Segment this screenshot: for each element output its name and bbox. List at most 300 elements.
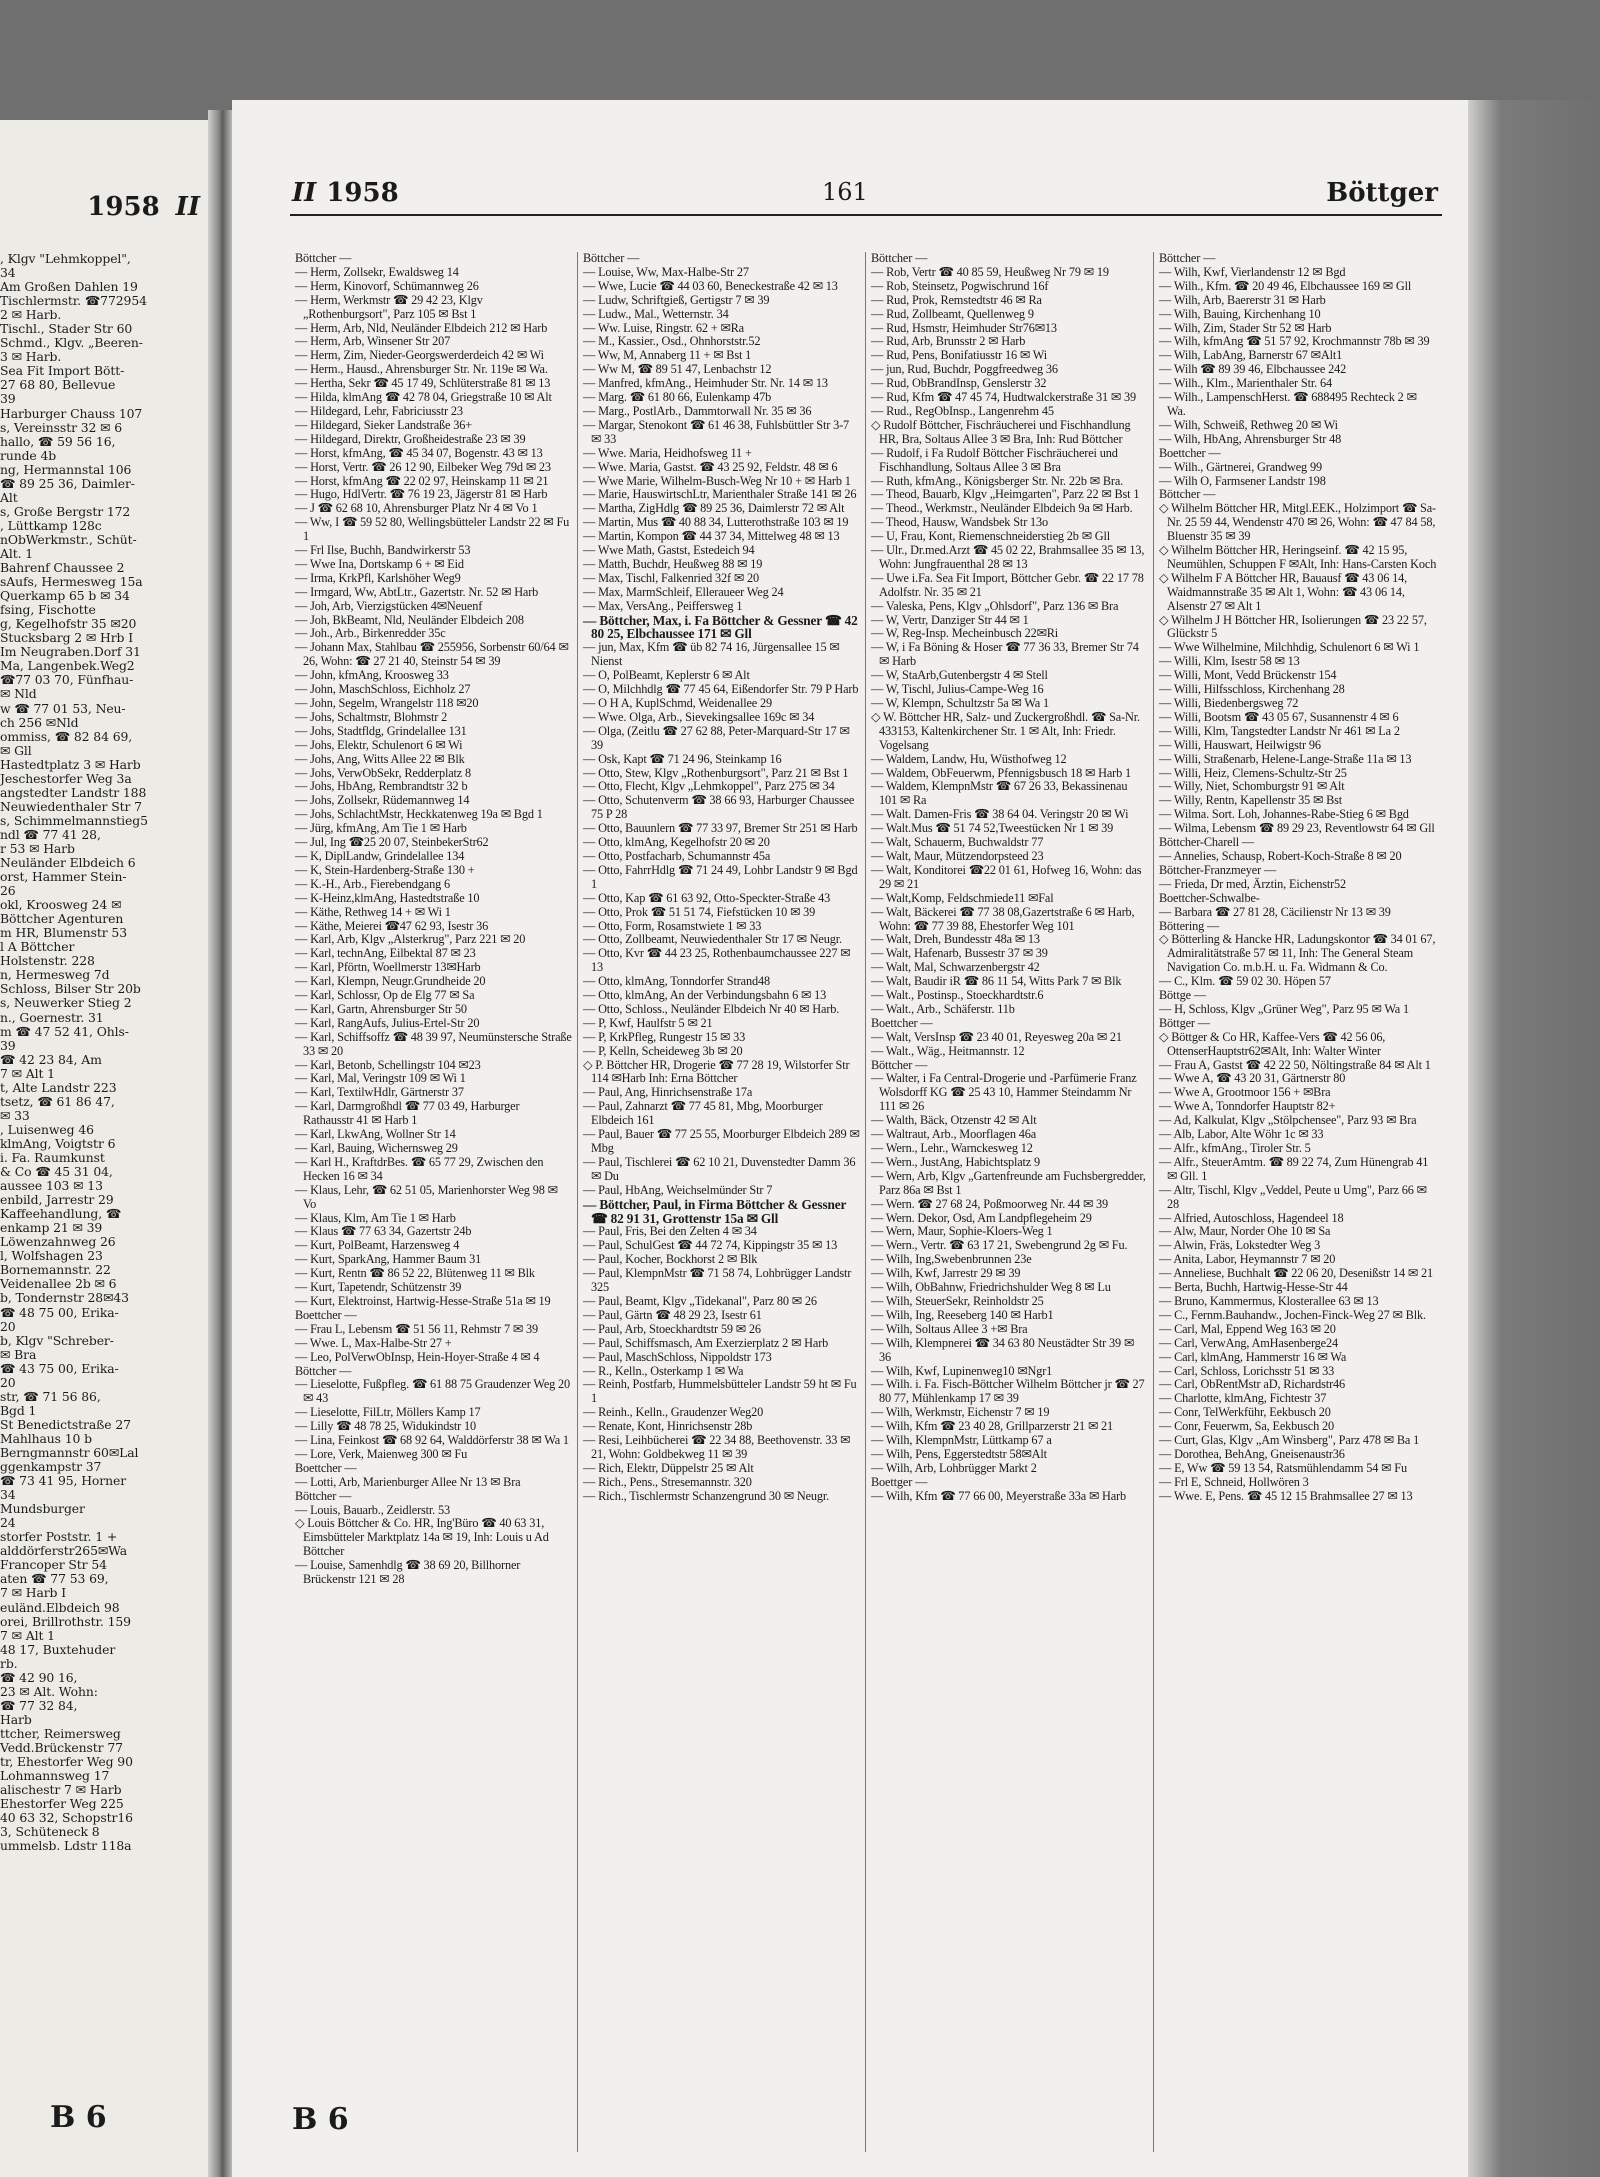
- directory-entry: — Rich., Pens., Stresemannstr. 320: [583, 1474, 752, 1489]
- left-page-line: w ☎ 77 01 53, Neu-: [0, 700, 126, 716]
- directory-entry: — Rud, Hsmstr, Heimhuder Str76✉13: [871, 320, 1057, 335]
- directory-entry: — Marie, HauswirtschLtr, Marienthaler Straße 141 ✉ 26: [583, 487, 857, 502]
- left-page-line: runde 4b: [0, 447, 57, 463]
- surname-heading: Böttcher-Franzmeyer —: [1159, 862, 1277, 877]
- directory-entry: — Wilh., Kfm. ☎ 20 49 46, Elbchaussee 169 ✉ Gll: [1159, 278, 1412, 293]
- directory-entry: — Paul, MaschSchloss, Nippoldstr 173: [583, 1349, 772, 1364]
- directory-entry: — Conr, Feuerwm, Sa, Eekbusch 20: [1159, 1419, 1335, 1434]
- left-page-line: sAufs, Hermesweg 15a: [0, 574, 143, 590]
- left-page-line: Böttcher Agenturen: [0, 911, 124, 927]
- directory-entry: — Wilh, Pens, Eggerstedtstr 58✉Alt: [871, 1446, 1047, 1461]
- directory-entry: — Willi, Klm, Isestr 58 ✉ 13: [1159, 654, 1300, 669]
- left-page-line: ☎ 42 90 16,: [0, 1669, 78, 1685]
- left-page-line: Mahlhaus 10 b: [0, 1430, 92, 1446]
- directory-entry: — Hildegard, Lehr, Fabriciusstr 23: [295, 403, 463, 418]
- directory-entry: — Wern. Dekor, Osd, Am Landpflegeheim 29: [871, 1210, 1092, 1225]
- left-page-part: II: [175, 192, 200, 222]
- directory-entry: — Matth, Buchdr, Heußweg 88 ✉ 19: [583, 556, 763, 571]
- directory-entry: — Ww. Luise, Ringstr. 62 + ✉Ra: [583, 320, 744, 335]
- directory-entry: — Willi, Biedenbergsweg 72: [1159, 696, 1299, 710]
- left-page-line: g, Kegelhofstr 35 ✉20: [0, 616, 137, 632]
- directory-entry: — John, kfmAng, Kroosweg 33: [295, 668, 449, 683]
- directory-entry: — W, Klempn, Schultzstr 5a ✉ Wa 1: [871, 696, 1049, 710]
- directory-entry: — Theod, Bauarb, Klgv „Heimgarten", Parz 22 ✉ Bst 1: [871, 487, 1140, 502]
- directory-entry: — Otto, Bauunlern ☎ 77 33 97, Bremer Str 251 ✉ Harb: [583, 821, 858, 836]
- directory-entry: — Paul, Ang, Hinrichsenstraße 17a: [583, 1085, 753, 1100]
- directory-entry: — K, Stein-Hardenberg-Straße 130 +: [295, 862, 475, 877]
- directory-entry: — Wwe. L, Max-Halbe-Str 27 +: [295, 1335, 452, 1350]
- directory-entry: — Alfr., SteuerAmtm. ☎ 89 22 74, Zum Hünengrab 41 ✉ Gll. 1: [1159, 1154, 1429, 1183]
- left-page-line: tr, Ehestorfer Weg 90: [0, 1754, 133, 1770]
- left-page-line: rb.: [0, 1655, 18, 1671]
- directory-entry: — Wwe Wilhelmine, Milchhdig, Schulenort 6 ✉ Wi 1: [1159, 640, 1420, 655]
- directory-entry: — Kurt, PolBeamt, Harzensweg 4: [295, 1238, 460, 1253]
- left-page-line: n., Goernestr. 31: [0, 1009, 104, 1025]
- column-3: [866, 252, 1154, 2152]
- left-page-line: ✉ Nld: [0, 686, 37, 702]
- directory-entry: — Margar, Stenokont ☎ 61 46 38, Fuhlsbüttler Str 3-7 ✉ 33: [583, 417, 850, 446]
- directory-entry: — Louise, Ww, Max-Halbe-Str 27: [583, 264, 749, 279]
- directory-entry: — Wilh. i. Fa. Fisch-Böttcher Wilhelm Böttcher jr ☎ 27 80 77, Mühlenkamp 17 ✉ 39: [871, 1377, 1145, 1406]
- directory-entry: — Paul, Zahnarzt ☎ 77 45 81, Mbg, Moorburger Elbdeich 161: [583, 1099, 823, 1128]
- left-page-line: Harburger Chauss 107: [0, 405, 143, 421]
- directory-entry: — Böttcher, Max, i. Fa Böttcher & Gessner ☎ 42 80 25, Elbchaussee 171 ✉ Gll: [583, 612, 858, 642]
- left-page-column: [0, 252, 204, 2112]
- left-page-line: Bgd 1: [0, 1402, 37, 1418]
- directory-entry: — Frl Ilse, Buchh, Bandwirkerstr 53: [295, 543, 471, 558]
- surname-heading: Böttcher-Charell —: [1159, 835, 1255, 850]
- left-page-line: Hastedtplatz 3 ✉ Harb: [0, 756, 141, 772]
- directory-entry: — Otto, Stew, Klgv „Rothenburgsort", Parz 21 ✉ Bst 1: [583, 765, 849, 780]
- left-page-line: ng, Hermannstal 106: [0, 461, 132, 477]
- directory-entry: — Olga, (Zeitlu ☎ 27 62 88, Peter-Marquard-Str 17 ✉ 39: [583, 723, 850, 752]
- left-page-line: 39: [0, 391, 16, 407]
- directory-entry: — Willi, Heiz, Clemens-Schultz-Str 25: [1159, 765, 1347, 780]
- directory-entry: — Walt, Hafenarb, Bussestr 37 ✉ 39: [871, 946, 1048, 961]
- directory-entry: — Waldem, ObFeuerwm, Pfennigsbusch 18 ✉ Harb 1: [871, 765, 1132, 780]
- left-page-line: l A Böttcher: [0, 939, 75, 955]
- directory-entry: — John, Segelm, Wrangelstr 118 ✉20: [295, 696, 479, 710]
- directory-entry: — J ☎ 62 68 10, Ahrensburger Platz Nr 4 ✉ Vo 1: [295, 501, 538, 516]
- directory-entry: — Karl, Pförtn, Woellmerstr 13✉Harb: [295, 960, 481, 975]
- left-page-line: Tischl., Stader Str 60: [0, 321, 133, 337]
- directory-entry: — O, PolBeamt, Keplerstr 6 ✉ Alt: [583, 668, 750, 683]
- directory-entry: — Johs, VerwObSekr, Redderplatz 8: [295, 765, 472, 780]
- directory-entry: — Willi, Mont, Vedd Brückenstr 154: [1159, 668, 1337, 683]
- directory-entry: — Ww M, ☎ 89 51 47, Lenbachstr 12: [583, 362, 772, 377]
- directory-entry: ◇ Wilhelm Böttcher HR, Heringseinf. ☎ 42 15 95, Neumühlen, Schuppen F ✉Alt, Inh: Hans-Carsten Koch: [1159, 543, 1437, 571]
- directory-entry: — Barbara ☎ 27 81 28, Cäcilienstr Nr 13 ✉ 39: [1159, 904, 1391, 919]
- directory-entry: — Paul, HbAng, Weichselmünder Str 7: [583, 1182, 773, 1197]
- directory-entry: — Reinh., Kelln., Graudenzer Weg20: [583, 1405, 764, 1420]
- left-page-line: angstedter Landstr 188: [0, 784, 147, 800]
- left-page-line: ch 256 ✉Nld: [0, 714, 79, 730]
- directory-entry: — Willy, Niet, Schomburgstr 91 ✉ Alt: [1159, 779, 1345, 794]
- directory-entry: — Wwe A, Tonndorfer Hauptstr 82+: [1159, 1099, 1336, 1114]
- left-page-line: ✉ 33: [0, 1107, 30, 1123]
- left-page-line: Harb: [0, 1711, 32, 1727]
- directory-entry: — Anneliese, Buchhalt ☎ 22 06 20, Desenißstr 14 ✉ 21: [1159, 1266, 1433, 1281]
- directory-entry: — Johs, Ang, Witts Allee 22 ✉ Blk: [295, 751, 465, 766]
- left-page-line: t, Alte Landstr 223: [0, 1079, 117, 1095]
- directory-entry: — K-Heinz,klmAng, Hastedtstraße 10: [295, 890, 480, 905]
- directory-entry: — Wilh, Zim, Stader Str 52 ✉ Harb: [1159, 320, 1332, 335]
- directory-entry: ◇ Bötterling & Hancke HR, Ladungskontor ☎ 34 01 67, Admiralitätstraße 57 ✉ 11, Inh: The General Steam Navigation Co. m.b.H. u. Fa. Widmann & Co.: [1159, 932, 1436, 975]
- surname-heading: Boettcher —: [871, 1015, 933, 1030]
- directory-entry: — Otto, klmAng, Kegelhofstr 20 ✉ 20: [583, 835, 770, 850]
- directory-entry: — Walt, Dreh, Bundesstr 48a ✉ 13: [871, 932, 1040, 947]
- directory-entry: — Willi, Klm, Tangstedter Landstr Nr 461 ✉ La 2: [1159, 723, 1400, 738]
- directory-entry: — Herm, Arb, Nld, Neuländer Elbdeich 212 ✉ Harb: [295, 320, 548, 335]
- directory-entry: ◇ W. Böttcher HR, Salz- und Zuckergroßhdl. ☎ Sa-Nr. 433153, Kaltenkirchener Str. 1 ✉ Alt, Inh: Friedr. Vogelsang: [871, 709, 1140, 752]
- page-year: 1958: [326, 178, 399, 208]
- left-page-line: 7 ✉ Alt 1: [0, 1627, 55, 1643]
- directory-entry: — Wwe A, ☎ 43 20 31, Gärtnerstr 80: [1159, 1071, 1346, 1086]
- directory-entry: — Max, VersAng., Peiffersweg 1: [583, 598, 743, 613]
- directory-entry: — Käthe, Rethweg 14 + ✉ Wi 1: [295, 904, 451, 919]
- surname-heading: Boettcher —: [295, 1307, 357, 1322]
- directory-entry: — Berta, Buchh, Hartwig-Hesse-Str 44: [1159, 1280, 1348, 1295]
- directory-entry: — Marg., PostlArb., Dammtorwall Nr. 35 ✉ 36: [583, 403, 812, 418]
- directory-entry: — Wilh, Bauing, Kirchenhang 10: [1159, 306, 1321, 321]
- left-page-line: 34: [0, 265, 16, 281]
- directory-entry: — Osk, Kapt ☎ 71 24 96, Steinkamp 16: [583, 751, 782, 766]
- directory-entry: — Herm, Kinovorf, Schümannweg 26: [295, 278, 479, 293]
- directory-entry: — Karl, Darmgroßhdl ☎ 77 03 49, Harburger Rathausstr 41 ✉ Harb 1: [295, 1099, 520, 1128]
- directory-entry: ◇ Wilhelm J H Böttcher HR, Isolierungen ☎ 23 22 57, Glückstr 5: [1159, 612, 1427, 641]
- directory-entry: — Rich, Elektr, Düppelstr 25 ✉ Alt: [583, 1460, 754, 1475]
- directory-entry: — Wilh., Klm., Marienthaler Str. 64: [1159, 376, 1332, 391]
- directory-entry: — Dorothea, BehAng, Gneisenaustr36: [1159, 1446, 1345, 1461]
- directory-entry: — Johs, SchlachtMstr, Heckkatenweg 19a ✉ Bgd 1: [295, 807, 543, 822]
- left-page-line: aten ☎ 77 53 69,: [0, 1571, 109, 1587]
- left-page-signature: B 6: [50, 2100, 107, 2135]
- left-page-line: Am Großen Dahlen 19: [0, 279, 138, 295]
- directory-entry: — Irmgard, Ww, AbtLtr., Gazertstr. Nr. 52 ✉ Harb: [295, 584, 539, 599]
- directory-entry: — Herm., Hausd., Ahrensburger Str. Nr. 119e ✉ Wa.: [295, 362, 548, 377]
- directory-entry: — Käthe, Meierei ☎47 62 93, Isestr 36: [295, 918, 489, 933]
- left-page-line: storfer Poststr. 1 +: [0, 1529, 118, 1545]
- surname-heading: Böttering —: [1159, 918, 1220, 933]
- left-page-line: ☎ 43 75 00, Erika-: [0, 1360, 119, 1376]
- directory-entry: — Marg. ☎ 61 80 66, Eulenkamp 47b: [583, 390, 772, 405]
- surname-heading: Böttger —: [1159, 1015, 1210, 1030]
- left-page-line: ✉ Bra: [0, 1346, 37, 1362]
- left-page-line: s, Vereinsstr 32 ✉ 6: [0, 419, 123, 435]
- directory-entry: — Walt,Komp, Feldschmiede11 ✉Fal: [871, 890, 1054, 905]
- directory-entry: — Ww, I ☎ 59 52 80, Wellingsbütteler Landstr 22 ✉ Fu 1: [295, 515, 570, 544]
- directory-entry: — Horst, kfmAng ☎ 22 02 97, Heinskamp 11 ✉ 21: [295, 473, 549, 488]
- directory-entry: — jun, Max, Kfm ☎ üb 82 74 16, Jürgensallee 15 ✉ Nienst: [583, 640, 840, 669]
- left-page-line: Sea Fit Import Bött-: [0, 363, 125, 379]
- directory-entry: — Theod., Werkmstr., Neuländer Elbdeich 9a ✉ Harb.: [871, 501, 1133, 516]
- directory-entry: — Martha, ZigHdlg ☎ 89 25 36, Daimlerstr 72 ✉ Alt: [583, 501, 845, 516]
- surname-heading: Böttcher —: [1159, 252, 1216, 265]
- directory-entry: — Wern., Lehr., Warnckesweg 12: [871, 1141, 1033, 1155]
- directory-entry: ◇ Wilhelm F A Böttcher HR, Bauausf ☎ 43 06 14, Waidmannstraße 35 ✉ Alt 1, Wohn: ☎ 43 06 14, Alsenstr 27 ✉ Alt 1: [1159, 570, 1408, 613]
- directory-entry: — Manfred, kfmAng., Heimhuder Str. Nr. 14 ✉ 13: [583, 376, 828, 391]
- directory-entry: — Karl, Schlossr, Op de Elg 77 ✉ Sa: [295, 988, 475, 1003]
- directory-entry: — Kurt, Elektroinst, Hartwig-Hesse-Straße 51a ✉ 19: [295, 1293, 551, 1308]
- left-page-line: 20: [0, 1318, 16, 1334]
- left-page-line: Ehestorfer Weg 225: [0, 1796, 124, 1812]
- left-page-line: Schloss, Bilser Str 20b: [0, 981, 141, 997]
- directory-entry: — Otto, Postfacharb, Schumannstr 45a: [583, 848, 771, 863]
- directory-entry: — C., Klm. ☎ 59 02 30. Höpen 57: [1159, 974, 1331, 989]
- directory-entry: — Wilh, SteuerSekr, Reinholdstr 25: [871, 1293, 1044, 1308]
- left-page-line: 24: [0, 1515, 16, 1531]
- column-2: [578, 252, 866, 2152]
- directory-entry: — Wwe Marie, Wilhelm-Busch-Weg Nr 10 + ✉ Harb 1: [583, 473, 851, 488]
- left-page-line: Löwenzahnweg 26: [0, 1234, 116, 1250]
- left-page-line: Holstenstr. 228: [0, 953, 95, 969]
- directory-entry: — Otto, klmAng, An der Verbindungsbahn 6 ✉ 13: [583, 988, 827, 1003]
- directory-entry: — Lore, Verk, Maienweg 300 ✉ Fu: [295, 1446, 468, 1461]
- directory-entry: — Waldem, Landw, Hu, Wüsthofweg 12: [871, 751, 1067, 766]
- left-page-line: Jeschestorfer Weg 3a: [0, 770, 132, 786]
- left-page-line: Tischlermstr. ☎772954: [0, 293, 147, 309]
- directory-entry: — Lieselotte, Fußpfleg. ☎ 61 88 75 Graudenzer Weg 20 ✉ 43: [295, 1377, 571, 1406]
- left-page-line: s, Große Bergstr 172: [0, 503, 131, 519]
- directory-entry: — Rud, Zollbeamt, Quellenweg 9: [871, 306, 1034, 321]
- left-page-line: euländ.Elbdeich 98: [0, 1599, 120, 1615]
- directory-entry: — Rud, Pens, Bonifatiusstr 16 ✉ Wi: [871, 348, 1047, 363]
- directory-entry: — Klaus ☎ 77 63 34, Gazertstr 24b: [295, 1224, 472, 1239]
- left-page-line: ☎ 89 25 36, Daimler-: [0, 475, 135, 491]
- left-page-line: alischestr 7 ✉ Harb: [0, 1782, 122, 1798]
- directory-entry: — Karl, Gartn, Ahrensburger Str 50: [295, 1001, 467, 1016]
- directory-entry: — Johs, Zollsekr, Rüdemannweg 14: [295, 793, 470, 808]
- directory-entry: — Alb, Labor, Alte Wöhr 1c ✉ 33: [1159, 1127, 1324, 1142]
- directory-entry: — Jürg, kfmAng, Am Tie 1 ✉ Harb: [295, 821, 467, 836]
- directory-entry: — Johann Max, Stahlbau ☎ 255956, Sorbenstr 60/64 ✉ 26, Wohn: ☎ 27 21 40, Steinstr 54 ✉ 39: [295, 640, 569, 669]
- directory-entry: — Karl, Arb, Klgv „Alsterkrug", Parz 221 ✉ 20: [295, 932, 526, 947]
- directory-entry: — Carl, Schloss, Lorichsstr 51 ✉ 33: [1159, 1363, 1335, 1378]
- left-page-line: St Benedictstraße 27: [0, 1416, 131, 1432]
- left-page-line: orei, Brillrothstr. 159: [0, 1613, 131, 1629]
- directory-entry: — R., Kelln., Osterkamp 1 ✉ Wa: [583, 1363, 744, 1378]
- directory-entry: — Otto, Schloss., Neuländer Elbdeich Nr 40 ✉ Harb.: [583, 1001, 840, 1016]
- directory-entry: — Karl, RangAufs, Julius-Ertel-Str 20: [295, 1015, 480, 1030]
- directory-entry: — Wilma, Lebensm ☎ 89 29 23, Reventlowstr 64 ✉ Gll: [1159, 821, 1435, 836]
- directory-entry: — Walt, Schauerm, Buchwaldstr 77: [871, 835, 1044, 850]
- left-page-line: alddörferstr265✉Wa: [0, 1543, 127, 1559]
- directory-entry: — Johs, Schaltmstr, Blohmstr 2: [295, 709, 448, 724]
- directory-entry: — Johs, Stadtfldg, Grindelallee 131: [295, 723, 467, 738]
- directory-entry: — Rud, ObBrandInsp, Genslerstr 32: [871, 376, 1047, 391]
- directory-entry: — Annelies, Schausp, Robert-Koch-Straße 8 ✉ 20: [1159, 848, 1402, 863]
- left-page-line: 23 ✉ Alt. Wohn:: [0, 1683, 98, 1699]
- directory-entry: — Willy, Rentn, Kapellenstr 35 ✉ Bst: [1159, 793, 1343, 808]
- directory-entry: — Theod, Hausw, Wandsbek Str 13o: [871, 515, 1049, 530]
- directory-entry: — Paul, Schiffsmasch, Am Exerzierplatz 2 ✉ Harb: [583, 1335, 829, 1350]
- directory-entry: — Alfr., kfmAng., Tiroler Str. 5: [1159, 1141, 1311, 1155]
- directory-entry: — Carl, Mal, Eppend Weg 163 ✉ 20: [1159, 1321, 1336, 1336]
- directory-entry: — H, Schloss, Klgv „Grüner Weg", Parz 95 ✉ Wa 1: [1159, 1001, 1410, 1016]
- left-page-line: , Lüttkamp 128c: [0, 517, 102, 533]
- running-head: Böttger: [1326, 178, 1438, 208]
- directory-entry: — Hertha, Sekr ☎ 45 17 49, Schlüterstraße 81 ✉ 13: [295, 376, 551, 391]
- directory-entry: — Walter, i Fa Central-Drogerie und -Parfümerie Franz Wolsdorff KG ☎ 25 43 10, Hammer Steindamm Nr 111 ✉ 26: [871, 1071, 1137, 1114]
- directory-entry: — Wwe Math, Gastst, Estedeich 94: [583, 543, 755, 558]
- left-page-line: 7 ✉ Alt 1: [0, 1065, 55, 1081]
- directory-entry: — W, i Fa Böning & Hoser ☎ 77 36 33, Bremer Str 74 ✉ Harb: [871, 640, 1139, 669]
- directory-entry: — Hildegard, Sieker Landstraße 36+: [295, 417, 473, 432]
- directory-entry: — Paul, Beamt, Klgv „Tidekanal", Parz 80 ✉ 26: [583, 1293, 817, 1308]
- directory-entry: — Carl, ObRentMstr aD, Richardstr46: [1159, 1377, 1346, 1392]
- left-page-line: 2 ✉ Harb.: [0, 307, 62, 323]
- directory-entry: — Kurt, SparkAng, Hammer Baum 31: [295, 1252, 482, 1267]
- left-page-line: Vedd.Brückenstr 77: [0, 1739, 123, 1755]
- directory-entry: — Herm, Zollsekr, Ewaldsweg 14: [295, 264, 459, 279]
- directory-entry: — Wwe A, Grootmoor 156 + ✉Bra: [1159, 1085, 1331, 1100]
- directory-entry: — Wern, Arb, Klgv „Gartenfreunde am Fuchsbergredder, Parz 86a ✉ Bst 1: [871, 1168, 1146, 1197]
- left-page-line: Querkamp 65 b ✉ 34: [0, 588, 130, 604]
- surname-heading: Boettcher —: [295, 1460, 357, 1475]
- left-page-line: ummelsb. Ldstr 118a: [0, 1838, 132, 1854]
- directory-entry: — Wilh, ObBahnw, Friedrichshulder Weg 8 ✉ Lu: [871, 1280, 1111, 1295]
- directory-entry: — Resi, Leihbücherei ☎ 22 34 88, Beethovenstr. 33 ✉ 21, Wohn: Goldbekweg 11 ✉ 39: [583, 1433, 851, 1461]
- directory-entry: — Willi, Straßenarb, Helene-Lange-Straße 11a ✉ 13: [1159, 751, 1412, 766]
- left-page-line: enbild, Jarrestr 29: [0, 1192, 114, 1208]
- directory-entry: — Carl, VerwAng, AmHasenberge24: [1159, 1335, 1338, 1350]
- directory-entry: — K, DiplLandw, Grindelallee 134: [295, 848, 465, 863]
- directory-entry: — Ad, Kalkulat, Klgv „Stölpchensee", Parz 93 ✉ Bra: [1159, 1113, 1417, 1128]
- directory-entry: — Rob, Vertr ☎ 40 85 59, Heußweg Nr 79 ✉ 19: [871, 264, 1109, 279]
- header-rule: [290, 214, 1442, 216]
- directory-entry: — Max, MarmSchleif, Elleraueer Weg 24: [583, 584, 784, 599]
- directory-entry: — Anita, Labor, Heymannstr 7 ✉ 20: [1159, 1252, 1336, 1267]
- directory-entry: — Wilh, Werkmstr, Eichenstr 7 ✉ 19: [871, 1405, 1050, 1420]
- left-page-line: Stucksbarg 2 ✉ Hrb I: [0, 630, 134, 646]
- directory-entry: — O H A, KuplSchmd, Weidenallee 29: [583, 696, 773, 710]
- directory-entry: — Karl, Bauing, Wichernsweg 29: [295, 1141, 458, 1155]
- directory-entry: — C., Fernm.Bauhandw., Jochen-Finck-Weg 27 ✉ Blk.: [1159, 1307, 1426, 1322]
- directory-entry: — Joh, Arb, Vierzigstücken 4✉Neuenf: [295, 598, 483, 613]
- surname-heading: Böttcher —: [295, 1488, 352, 1503]
- directory-entry: — Herm, Werkmstr ☎ 29 42 23, Klgv „Rothenburgsort", Parz 105 ✉ Bst 1: [295, 292, 483, 321]
- directory-entry: — Hilda, klmAng ☎ 42 78 04, Griegstraße 10 ✉ Alt: [295, 390, 552, 405]
- left-page-line: 27 68 80, Bellevue: [0, 377, 116, 393]
- directory-entry: — Wilh, Kfm ☎ 23 40 28, Grillparzerstr 21 ✉ 21: [871, 1419, 1114, 1434]
- directory-entry: — Wilh O, Farmsener Landstr 198: [1159, 473, 1326, 488]
- left-page-line: Berngmannstr 60✉Lal: [0, 1444, 139, 1460]
- directory-entry: — Wilh, Arb, Baererstr 31 ✉ Harb: [1159, 292, 1326, 307]
- directory-entry: — Wern., JustAng, Habichtsplatz 9: [871, 1154, 1041, 1169]
- page-signature: B 6: [292, 2102, 349, 2137]
- left-page-line: ☎ 48 75 00, Erika-: [0, 1304, 119, 1320]
- directory-entry: — Rob, Steinsetz, Pogwischrund 16f: [871, 278, 1049, 293]
- surname-heading: Boettcher —: [1159, 445, 1221, 460]
- directory-entry: — Ludw, Schriftgieß, Gertigstr 7 ✉ 39: [583, 292, 770, 307]
- directory-entry: — Horst, kfmAng, ☎ 45 34 07, Bogenstr. 43 ✉ 13: [295, 445, 543, 460]
- directory-entry: — Conr, TelWerkführ, Eekbusch 20: [1159, 1405, 1331, 1420]
- left-page-line: s, Schimmelmannstieg5: [0, 812, 148, 828]
- left-page-line: Kaffeehandlung, ☎: [0, 1206, 122, 1222]
- directory-entry: — Paul, Fris, Bei den Zelten 4 ✉ 34: [583, 1224, 757, 1239]
- surname-heading: Böttge —: [1159, 988, 1206, 1003]
- left-page-line: s, Neuwerker Stieg 2: [0, 995, 132, 1011]
- directory-entry: — Karl, LkwAng, Wollner Str 14: [295, 1127, 456, 1142]
- left-page-line: Ma, Langenbek.Weg2: [0, 658, 135, 674]
- directory-entry: ◇ P. Böttcher HR, Drogerie ☎ 77 28 19, Wilstorfer Str 114 ✉Harb Inh: Erna Böttcher: [583, 1057, 850, 1086]
- left-page-line: ✉ Gll: [0, 742, 32, 758]
- directory-entry: — Wilh, Kwf, Vierlandenstr 12 ✉ Bgd: [1159, 264, 1346, 279]
- directory-entry: — Frau A, Gastst ☎ 42 22 50, Nöltingstraße 84 ✉ Alt 1: [1159, 1057, 1431, 1072]
- directory-entry: — Wilh, KlempnMstr, Lüttkamp 67 a: [871, 1433, 1052, 1448]
- left-page-line: Neuländer Elbdeich 6: [0, 855, 136, 871]
- directory-entry: — Otto, Kap ☎ 61 63 92, Otto-Speckter-Straße 43: [583, 890, 831, 905]
- directory-entry: — Walt, Mal, Schwarzenbergstr 42: [871, 960, 1040, 975]
- left-page-line: Schmd., Klgv. „Beeren-: [0, 335, 143, 351]
- directory-entry: — Ruth, kfmAng., Königsberger Str. Nr. 22b ✉ Bra.: [871, 473, 1124, 488]
- directory-entry: — Rich., Tischlermstr Schanzengrund 30 ✉ Neugr.: [583, 1488, 830, 1503]
- surname-heading: Böttcher —: [871, 252, 928, 265]
- directory-entry: — Frl E, Schneid, Hollwören 3: [1159, 1474, 1309, 1489]
- directory-entry: — Louis, Bauarb., Zeidlerstr. 53: [295, 1502, 451, 1517]
- directory-entry: — John, MaschSchloss, Eichholz 27: [295, 682, 471, 697]
- directory-entry: — Alfried, Autoschloss, Hagendeel 18: [1159, 1210, 1344, 1225]
- left-page-line: tsetz, ☎ 61 86 47,: [0, 1093, 115, 1109]
- surname-heading: Boettcher-Schwalbe-: [1159, 890, 1260, 905]
- directory-entry: — Walth, Bäck, Otzenstr 42 ✉ Alt: [871, 1113, 1037, 1128]
- directory-entry: — Karl, TextilwHdlr, Gärtnerstr 37: [295, 1085, 464, 1100]
- directory-entry: — Horst, Vertr. ☎ 26 12 90, Eilbeker Weg 79d ✉ 23: [295, 459, 551, 474]
- directory-entry: — Paul, KlempnMstr ☎ 71 58 74, Lohbrügger Landstr 325: [583, 1266, 852, 1295]
- left-page-line: ommiss, ☎ 82 84 69,: [0, 728, 133, 744]
- directory-entry: — Walt., Wäg., Heitmannstr. 12: [871, 1043, 1025, 1058]
- directory-entry: — Irma, KrkPfl, Karlshöher Weg9: [295, 570, 461, 585]
- directory-entry: — Walt. Damen-Fris ☎ 38 64 04. Veringstr 20 ✉ Wi: [871, 807, 1129, 822]
- directory-entry: — Louise, Samenhdlg ☎ 38 69 20, Billhorner Brückenstr 121 ✉ 28: [295, 1558, 521, 1587]
- directory-entry: — Leo, PolVerwObInsp, Hein-Hoyer-Straße 4 ✉ 4: [295, 1349, 540, 1364]
- directory-entry: — Johs, Elektr, Schulenort 6 ✉ Wi: [295, 737, 463, 752]
- directory-entry: — Wwe Ina, Dortskamp 6 + ✉ Eid: [295, 556, 464, 571]
- directory-entry: — Wilh, kfmAng ☎ 51 57 92, Krochmannstr 78b ✉ 39: [1159, 334, 1430, 349]
- directory-entry: — Otto, Flecht, Klgv „Lehmkoppel", Parz 275 ✉ 34: [583, 779, 835, 794]
- left-page-line: klmAng, Voigtstr 6: [0, 1135, 116, 1151]
- directory-entry: — Karl H., KraftdrBes. ☎ 65 77 29, Zwischen den Hecken 16 ✉ 34: [295, 1154, 544, 1183]
- directory-entry: — Max, Tischl, Falkenried 32f ✉ 20: [583, 570, 759, 585]
- surname-heading: Böttcher —: [295, 252, 352, 265]
- directory-entry: — W, StaArb,Gutenbergstr 4 ✉ Stell: [871, 668, 1048, 683]
- directory-page: [232, 100, 1468, 2177]
- directory-entry: — Wilh, Ing, Reeseberg 140 ✉ Harb1: [871, 1307, 1054, 1322]
- directory-entry: — Wern. ☎ 27 68 24, Poßmoorweg Nr. 44 ✉ 39: [871, 1196, 1109, 1211]
- directory-entry: — Jul, Ing ☎25 20 07, SteinbekerStr62: [295, 835, 489, 850]
- directory-entry: — Paul, Bauer ☎ 77 25 55, Moorburger Elbdeich 289 ✉ Mbg: [583, 1127, 860, 1155]
- directory-entry: — Wilh, Kwf, Jarrestr 29 ✉ 39: [871, 1266, 1021, 1281]
- page-edge-shadow: [1468, 100, 1600, 2177]
- directory-entry: — Paul, Arb, Stoeckhardtstr 59 ✉ 26: [583, 1321, 761, 1336]
- left-page-line: , Klgv "Lehmkoppel",: [0, 252, 131, 266]
- directory-entry: — Wilh, Kfm ☎ 77 66 00, Meyerstraße 33a ✉ Harb: [871, 1488, 1127, 1503]
- directory-entry: — M., Kassier., Osd., Ohnhorststr.52: [583, 334, 761, 349]
- directory-entry: — Wilh, Soltaus Allee 3 +✉ Bra: [871, 1321, 1028, 1336]
- directory-entry: — Valeska, Pens, Klgv „Ohlsdorf", Parz 136 ✉ Bra: [871, 598, 1119, 613]
- left-page-line: & Co ☎ 45 31 04,: [0, 1164, 113, 1180]
- directory-entry: — Rud, Prok, Remstedtstr 46 ✉ Ra: [871, 292, 1042, 307]
- left-page-line: n, Hermesweg 7d: [0, 967, 110, 983]
- directory-entry: — Paul, SchulGest ☎ 44 72 74, Kippingstr 35 ✉ 13: [583, 1238, 838, 1253]
- page-header: [232, 178, 1468, 212]
- left-page-line: b, Tondernstr 28✉43: [0, 1290, 129, 1306]
- directory-entry: — Wwe. Maria, Heidhofsweg 11 +: [583, 445, 752, 460]
- directory-entry: — Paul, Gärtn ☎ 48 29 23, Isestr 61: [583, 1307, 762, 1322]
- left-page-line: r 53 ✉ Harb: [0, 840, 75, 856]
- directory-entry: — Wwe, Lucie ☎ 44 03 60, Beneckestraße 42 ✉ 13: [583, 278, 838, 293]
- directory-entry: — Ludw., Mal., Wetternstr. 34: [583, 306, 729, 321]
